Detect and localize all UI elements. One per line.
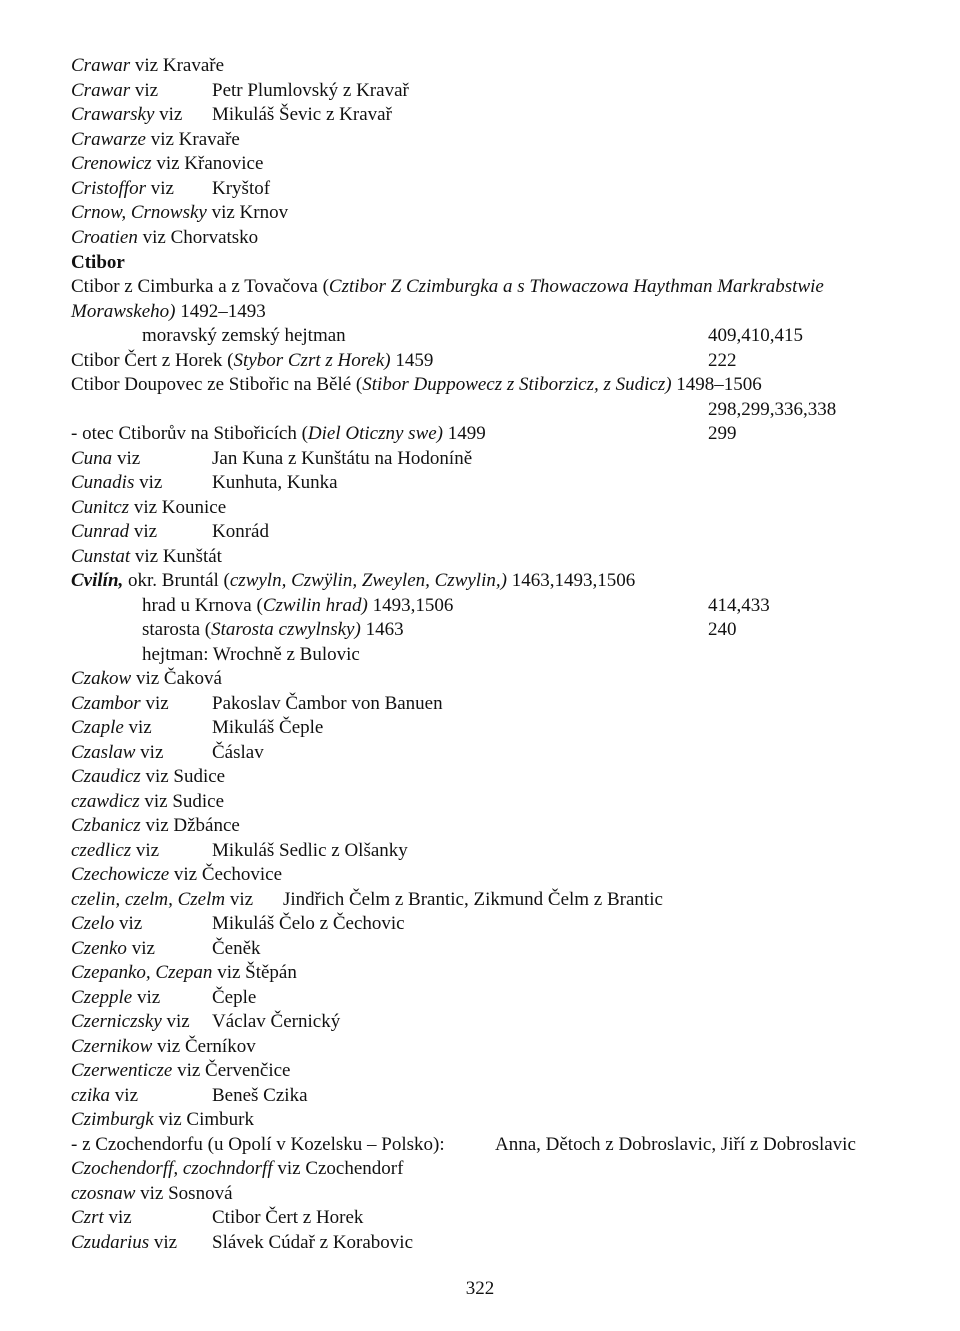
index-entry: Czaslaw viz Čáslav [71,742,264,763]
index-entry: Czelo viz Mikuláš Čelo z Čechovic [71,913,405,934]
index-entry: Crnow, Crnowsky viz Krnov [71,202,289,223]
index-entry-continuation: Morawskeho) 1492–1493 [71,301,266,322]
index-entry: czelin, czelm, Czelm viz Jindřich Čelm z Brantic, Zikmund Čelm z Brantic [71,889,663,910]
index-entry: Ctibor z Cimburka a z Tovačova (Cztibor Z Czimburgka a s Thowaczowa Haythman Markrabstwie [71,276,824,297]
page-references: 414,433 [708,595,770,616]
index-entry: Croatien viz Chorvatsko [71,227,259,248]
index-entry: Czrt viz Ctibor Čert z Horek [71,1207,364,1228]
page-references: 222 [708,350,737,371]
index-entry: Czerniczsky viz Václav Černický [71,1011,341,1032]
index-entry: Cunitcz viz Kounice [71,497,227,518]
index-entry: Cvilín, okr. Bruntál (czwyln, Czwÿlin, Zweylen, Czwylin,) 1463,1493,1506 [71,570,636,591]
index-subentry: hejtman: Wrochně z Bulovic [142,644,360,665]
index-entry: Czochendorff, czochndorff viz Czochendorf [71,1158,404,1179]
index-entry: Czaudicz viz Sudice [71,766,226,787]
index-entry: Czenko viz Čeněk [71,938,261,959]
index-entry: Czbanicz viz Džbánce [71,815,240,836]
index-entry: Ctibor Čert z Horek (Stybor Czrt z Horek) 1459 [71,350,434,371]
index-entry: czika viz Beneš Czika [71,1085,308,1106]
index-entry: Crawar viz Kravaře [71,55,225,76]
index-entry: Crawarsky viz Mikuláš Ševic z Kravař [71,104,392,125]
index-entry: Czepanko, Czepan viz Štěpán [71,962,297,983]
index-entry: Czernikow viz Černíkov [71,1036,256,1057]
index-subentry: starosta (Starosta czwylnsky) 1463 [142,619,404,640]
index-entry: czosnaw viz Sosnová [71,1183,233,1204]
index-entry: Czimburgk viz Cimburk [71,1109,254,1130]
index-entry: Czakow viz Čaková [71,668,222,689]
index-entry: Crawarze viz Kravaře [71,129,240,150]
index-entry: Cristoffor viz Kryštof [71,178,271,199]
index-entry: Czepple viz Čeple [71,987,257,1008]
index-entry: Crenowicz viz Křanovice [71,153,264,174]
page-references: 240 [708,619,737,640]
index-entry: Ctibor Doupovec ze Stibořic na Bělé (Stibor Duppowecz z Stiborzicz, z Sudicz) 1498–1506 [71,374,762,395]
index-entry: czedlicz viz Mikuláš Sedlic z Olšanky [71,840,408,861]
index-entry: Cunadis viz Kunhuta, Kunka [71,472,338,493]
index-subentry: moravský zemský hejtman [142,325,346,346]
index-entry: Crawar viz Petr Plumlovský z Kravař [71,80,409,101]
section-heading: Ctibor [71,252,125,273]
index-entry: Czambor viz Pakoslav Čambor von Banuen [71,693,443,714]
index-entry: Cunrad viz Konrád [71,521,269,542]
page-number: 322 [465,1278,495,1299]
index-entry: czawdicz viz Sudice [71,791,225,812]
index-entry: Czaple viz Mikuláš Čeple [71,717,324,738]
index-entry: - otec Ctiborův na Stibořicích (Diel Oticzny swe) 1499 [71,423,486,444]
index-subentry: hrad u Krnova (Czwilin hrad) 1493,1506 [142,595,454,616]
index-entry: Czechowicze viz Čechovice [71,864,283,885]
index-entry: Cunstat viz Kunštát [71,546,222,567]
index-entry: Czudarius viz Slávek Cúdař z Korabovic [71,1232,414,1253]
page-references: 299 [708,423,737,444]
index-entry: - z Czochendorfu (u Opolí v Kozelsku – Polsko): Anna, Dětoch z Dobroslavic, Jiří z Dobroslavic [71,1134,856,1155]
page-references: 298,299,336,338 [708,399,837,420]
index-entry: Cuna viz Jan Kuna z Kunštátu na Hodoníně [71,448,473,469]
page-references: 409,410,415 [708,325,803,346]
index-entry: Czerwenticze viz Červenčice [71,1060,291,1081]
